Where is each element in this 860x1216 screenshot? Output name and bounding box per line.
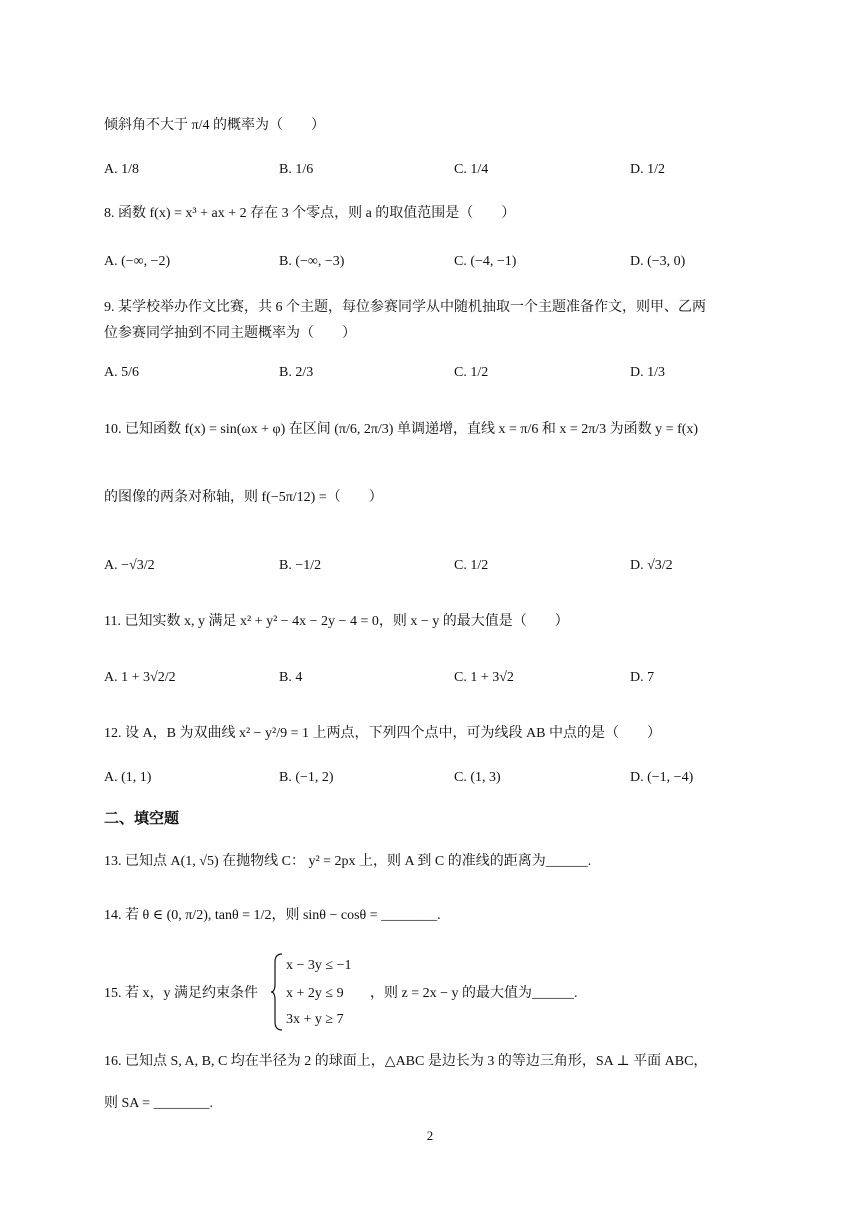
q10-stem-line2: 的图像的两条对称轴，则 f(−5π/12) =（ ） <box>104 490 383 505</box>
q10-option-b: B. −1/2 <box>279 558 322 573</box>
q9-option-d: D. 1/3 <box>630 365 665 380</box>
q11-option-c: C. 1 + 3√2 <box>454 670 514 685</box>
q15-constraint-1: x − 3y ≤ −1 <box>286 958 352 973</box>
q9-option-a: A. 5/6 <box>104 365 139 380</box>
q11-stem: 11. 已知实数 x, y 满足 x² + y² − 4x − 2y − 4 = 0，则 x − y 的最大值是（ ） <box>104 614 569 629</box>
q12-stem: 12. 设 A，B 为双曲线 x² − y²/9 = 1 上两点，下列四个点中，可为线段 AB 中点的是（ ） <box>104 726 661 741</box>
q16-stem-line1: 16. 已知点 S, A, B, C 均在半径为 2 的球面上，△ABC 是边长为 3 的等边三角形，SA ⊥ 平面 ABC， <box>104 1054 708 1069</box>
q10-option-a: A. −√3/2 <box>104 558 155 573</box>
q9-option-c: C. 1/2 <box>454 365 489 380</box>
q10-option-c: C. 1/2 <box>454 558 489 573</box>
q11-option-b: B. 4 <box>279 670 303 685</box>
q15-constraint-2: x + 2y ≤ 9 <box>286 986 344 1001</box>
q11-option-a: A. 1 + 3√2/2 <box>104 670 176 685</box>
q8-option-b: B. (−∞, −3) <box>279 254 345 269</box>
q7-option-d: D. 1/2 <box>630 162 665 177</box>
q12-option-b: B. (−1, 2) <box>279 770 334 785</box>
q15-stem-right: ，则 z = 2x − y 的最大值为______. <box>370 986 578 1001</box>
section-header-fill-in: 二、填空题 <box>104 809 180 827</box>
q8-option-d: D. (−3, 0) <box>630 254 686 269</box>
q14-stem: 14. 若 θ ∈ (0, π/2), tanθ = 1/2，则 sinθ − cosθ = ________. <box>104 908 441 923</box>
q16-stem-line2: 则 SA = ________. <box>104 1096 214 1111</box>
q9-option-b: B. 2/3 <box>279 365 314 380</box>
q12-option-c: C. (1, 3) <box>454 770 501 785</box>
q15-constraint-3: 3x + y ≥ 7 <box>286 1012 344 1027</box>
q7-tail-line: 倾斜角不大于 π/4 的概率为（ ） <box>104 118 325 133</box>
q12-option-a: A. (1, 1) <box>104 770 152 785</box>
q8-stem: 8. 函数 f(x) = x³ + ax + 2 存在 3 个零点，则 a 的取值范围是（ ） <box>104 206 516 221</box>
q13-stem: 13. 已知点 A(1, √5) 在抛物线 C： y² = 2px 上，则 A 到 C 的准线的距离为______. <box>104 854 592 869</box>
q10-option-d: D. √3/2 <box>630 558 673 573</box>
q8-option-a: A. (−∞, −2) <box>104 254 171 269</box>
q11-option-d: D. 7 <box>630 670 655 685</box>
q7-option-c: C. 1/4 <box>454 162 489 177</box>
q9-stem-line2: 位参赛同学抽到不同主题概率为（ ） <box>104 326 356 341</box>
q8-option-c: C. (−4, −1) <box>454 254 517 269</box>
q12-option-d: D. (−1, −4) <box>630 770 694 785</box>
q7-option-b: B. 1/6 <box>279 162 314 177</box>
q9-stem-line1: 9. 某学校举办作文比赛，共 6 个主题，每位参赛同学从中随机抽取一个主题准备作文，则甲、乙两 <box>104 300 706 315</box>
q10-stem-line1: 10. 已知函数 f(x) = sin(ωx + φ) 在区间 (π/6, 2π/3) 单调递增，直线 x = π/6 和 x = 2π/3 为函数 y = f(x) <box>104 422 699 437</box>
page-number: 2 <box>426 1128 434 1143</box>
q15-stem-left: 15. 若 x，y 满足约束条件 <box>104 986 258 1001</box>
q7-option-a: A. 1/8 <box>104 162 139 177</box>
constraint-brace <box>270 952 284 1032</box>
